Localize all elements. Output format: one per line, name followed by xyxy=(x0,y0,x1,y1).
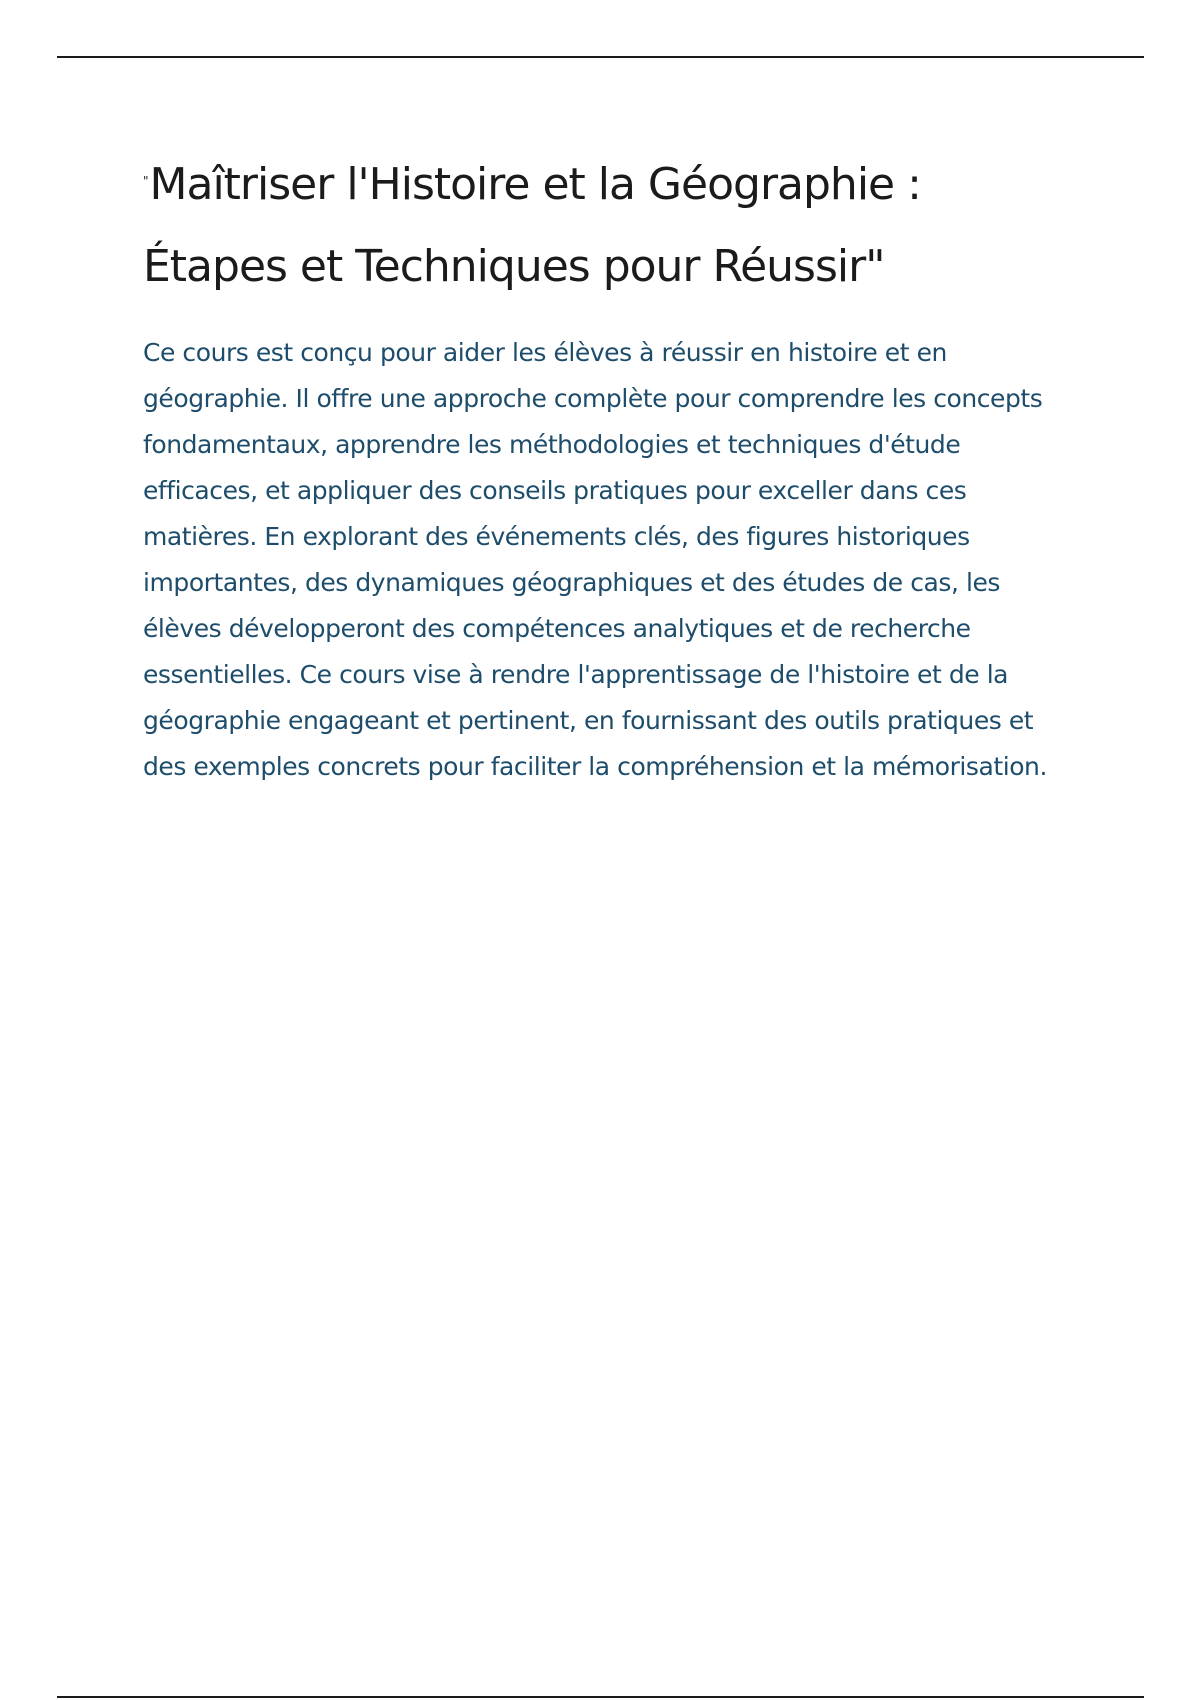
bottom-divider xyxy=(57,1696,1144,1698)
page-title xyxy=(143,140,1073,308)
title-opening-quote: " xyxy=(143,174,149,188)
course-description: Ce cours est conçu pour aider les élèves à réussir en histoire et en géographie. Il offre une approche complète pour comprendre les concepts fondamentaux, apprendre les méthodologies et techniques d'étude efficaces, et appliquer des conseils pratiques pour exceller dans ces matières. En explorant des événements clés, des figures historiques importantes, des dynamiques géographiques et des études de cas, les élèves développeront des compétences analytiques et de recherche essentielles. Ce cours vise à rendre l'apprentissage de l'histoire et de la géographie engageant et pertinent, en fournissant des outils pratiques et des exemples concrets pour faciliter la compréhension et la mémorisation. xyxy=(143,338,1047,781)
top-divider xyxy=(57,56,1144,58)
document-content xyxy=(143,140,1073,790)
title-text: Maîtriser l'Histoire et la Géographie : Étapes et Techniques pour Réussir" xyxy=(143,159,921,292)
